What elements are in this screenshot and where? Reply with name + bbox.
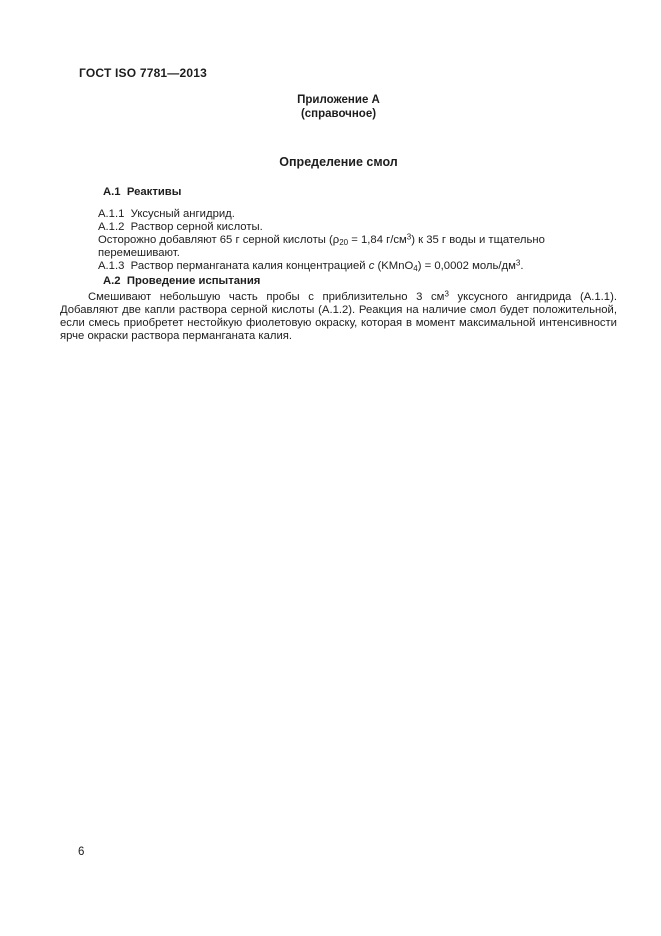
section-a2-heading: А.2 Проведение испытания <box>103 275 261 287</box>
document-title: Определение смол <box>279 155 398 169</box>
appendix-label: Приложение А <box>297 94 380 106</box>
page-number: 6 <box>78 846 85 858</box>
clause-a112-note: Осторожно добавляют 65 г серной кислоты ($\rho_{20} = 1,84$ $г/см^3$) к 35 г воды и тщательно перемешивают. <box>98 232 549 259</box>
body-text-block <box>60 186 617 343</box>
standard-code-header: ГОСТ ISO 7781—2013 <box>79 66 208 80</box>
clause-a112: А.1.2 Раствор серной кислоты. <box>98 221 263 233</box>
section-a2-paragraph: Смешивают небольшую часть пробы с приблизительно 3 $см^3$ уксусного ангидрида (А.1.1). Добавляют две капли раствора серной кислоты (А.1.2). Реакция на наличие смол будет положительной, если смесь приобретет нестойкую фиолетовую окраску, которая в момент максимальной интенсивности ярче окраски раствора перманганата калия. <box>60 289 617 342</box>
section-a1-heading: А.1 Реактивы <box>103 186 182 198</box>
appendix-heading <box>60 93 617 121</box>
clause-a111: А.1.1 Уксусный ангидрид. <box>98 208 235 220</box>
appendix-type: (справочное) <box>300 108 377 120</box>
clause-a113: А.1.3 Раствор перманганата калия концентрацией с (KMnO$_4$) = 0,0002 моль/$дм^3$. <box>98 258 524 273</box>
